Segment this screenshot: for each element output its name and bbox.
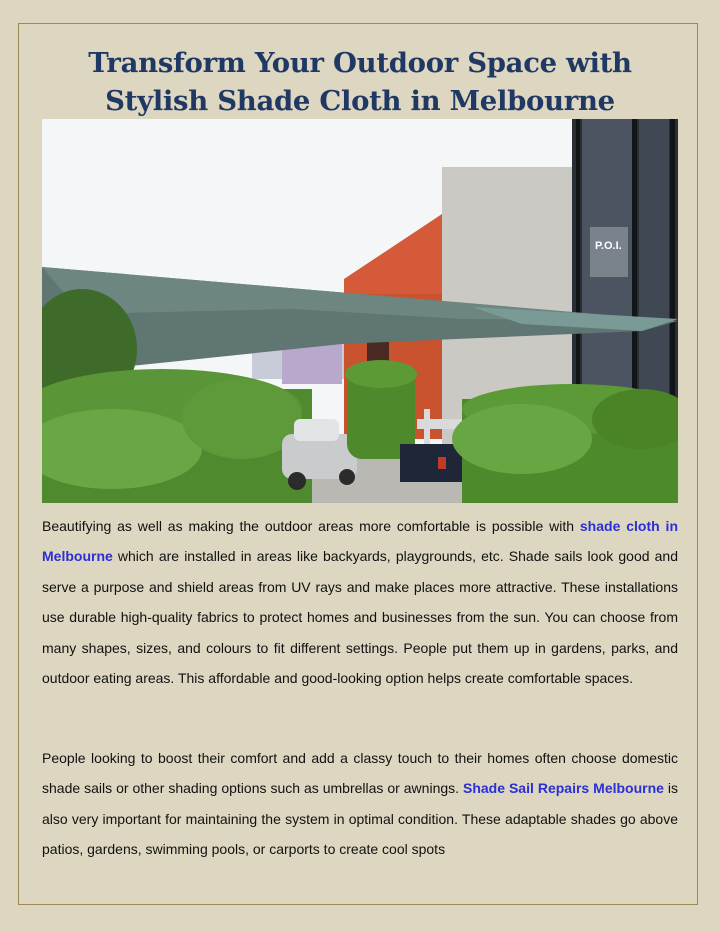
paragraph-1-text-start: Beautifying as well as making the outdoor areas more comfortable is possible with (42, 518, 580, 534)
shade-cloth-link[interactable]: shade cloth in Melbourne (42, 518, 678, 565)
sign-text: P.O.I. (595, 240, 622, 252)
shade-sail-repairs-link[interactable]: Shade Sail Repairs Melbourne (463, 780, 664, 797)
shade-sail-photo (42, 119, 678, 503)
paragraph-1 (42, 511, 678, 693)
paragraph-2 (42, 743, 678, 865)
paragraph-1-text-end: which are installed in areas like backyards, playgrounds, etc. Shade sails look good and serve a purpose and shield areas from UV rays and make places more attractive. These installations use durable high-quality fabrics to protect homes and businesses from the sun. You can choose from many shapes, sizes, and colours to fit different settings. People put them up in gardens, parks, and outdoor eating areas. This affordable and good-looking option helps create comfortable spaces. (42, 548, 678, 687)
paragraph-2-text-start: People looking to boost their comfort and add a classy touch to their homes often choose domestic shade sails or other shading options such as umbrellas or awnings. (42, 750, 678, 797)
paragraph-2-text-end: is also very important for maintaining the system in optimal condition. These adaptable shades go above patios, gardens, swimming pools, or carports to create cool spots (42, 780, 679, 858)
page-title: Transform Your Outdoor Space with Stylish Shade Cloth in Melbourne (88, 47, 632, 117)
